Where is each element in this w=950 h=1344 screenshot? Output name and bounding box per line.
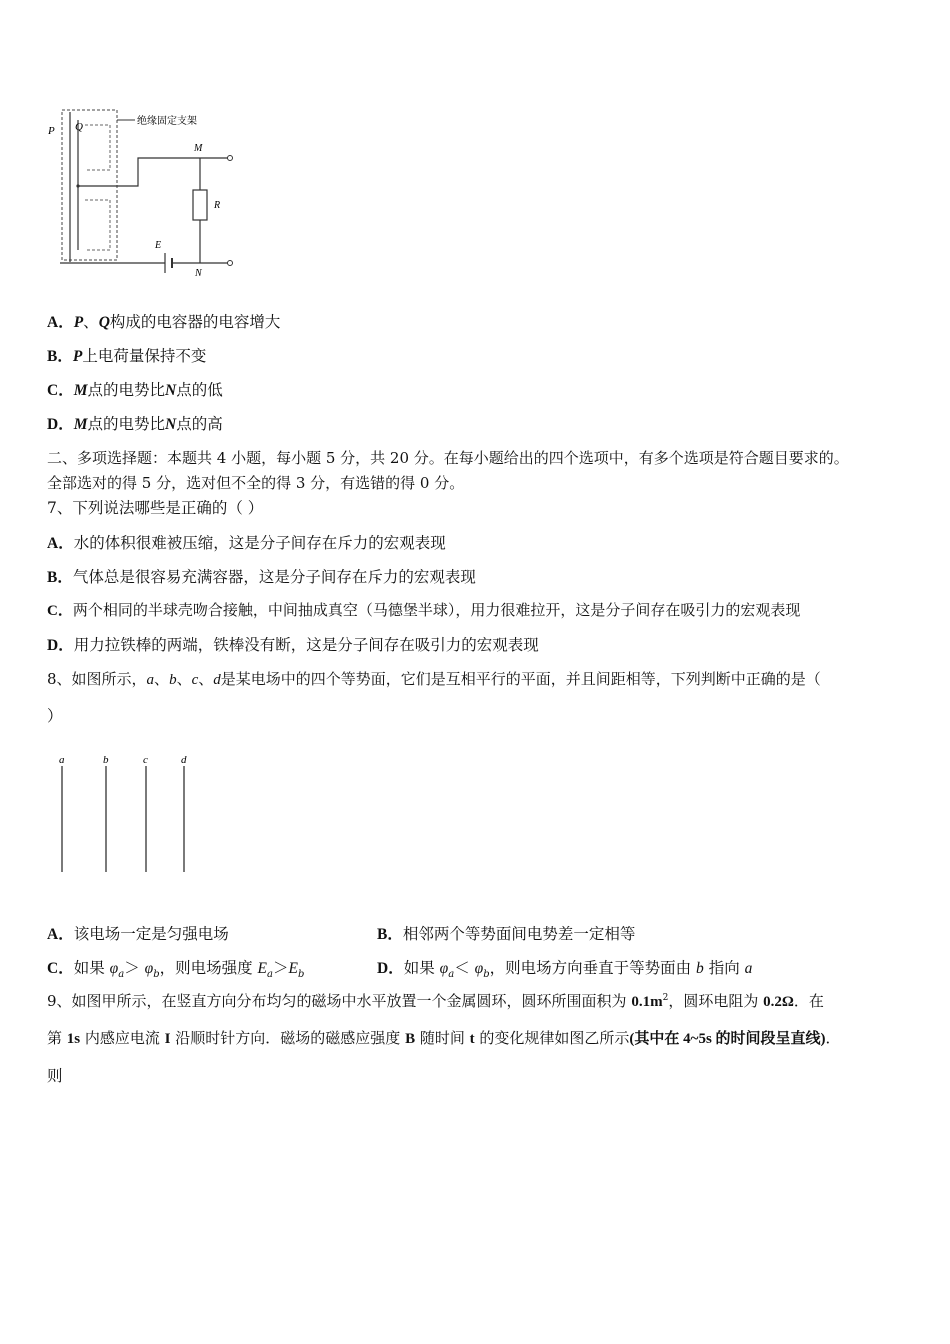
inner-dashed-frame xyxy=(85,125,110,250)
label-r: R xyxy=(214,200,221,211)
label-p: P xyxy=(48,125,55,137)
q9-line2: 第 1s 内感应电流 I 沿顺时针方向．磁场的磁感应强度 B 随时间 t 的变化规律如图乙所示(其中在 4~5s 的时间段呈直线)． xyxy=(47,1029,841,1047)
wire-top xyxy=(78,158,230,186)
q8-stem: 8、如图所示，a、b、c、d是某电场中的四个等势面，它们是互相平行的平面，并且间距相等，下列判断中正确的是（ xyxy=(47,670,821,688)
label-q: Q xyxy=(75,121,83,133)
circuit-figure xyxy=(40,100,260,280)
q7-option-c: C．两个相同的半球壳吻合接触，中间抽成真空（马德堡半球），用力很难拉开，这是分子间存在吸引力的宏观表现 xyxy=(47,601,801,619)
plane-label-a: a xyxy=(59,754,65,766)
terminal-m xyxy=(228,156,233,161)
label-n: N xyxy=(195,268,202,279)
q7-option-d: D．用力拉铁棒的两端，铁棒没有断，这是分子间存在吸引力的宏观表现 xyxy=(47,636,539,654)
plane-label-d: d xyxy=(181,754,187,766)
q7-option-a: A．水的体积很难被压缩，这是分子间存在斥力的宏观表现 xyxy=(47,534,446,552)
plane-label-b: b xyxy=(103,754,109,766)
junction-dot xyxy=(76,184,79,187)
q8-option-a: A．该电场一定是匀强电场 xyxy=(47,925,229,943)
q7-option-b: B．气体总是很容易充满容器，这是分子间存在斥力的宏观表现 xyxy=(47,568,476,586)
label-support: 绝缘固定支架 xyxy=(137,116,197,127)
q8-stem-close: ） xyxy=(47,707,63,725)
q9-line3: 则 xyxy=(47,1067,63,1085)
label-e: E xyxy=(155,240,162,251)
q8-option-b: B．相邻两个等势面间电势差一定相等 xyxy=(377,925,636,943)
q8-option-c: C．如果 $\varphi_a> \varphi_b$，则电场强度 $E_a>E_b$ xyxy=(47,959,305,981)
resistor-r xyxy=(193,190,207,220)
label-m: M xyxy=(194,143,203,154)
section2-line2: 全部选对的得 5 分，选对但不全的得 3 分，有选错的得 0 分。 xyxy=(47,474,465,492)
equipotential-figure xyxy=(50,750,210,880)
section2-line1: 二、多项选择题：本题共 4 小题，每小题 5 分，共 20 分。在每小题给出的四个选项中，有多个选项是符合题目要求的。 xyxy=(47,449,849,467)
plane-label-c: c xyxy=(143,754,148,766)
q6-option-a: A．P、Q构成的电容器的电容增大 xyxy=(47,313,281,331)
q6-option-d: D．M点的电势比N点的高 xyxy=(47,415,223,433)
q9-line1: 9、如图甲所示，在竖直方向分布均匀的磁场中水平放置一个金属圆环，圆环所围面积为 $0.1m^2$，圆环电阻为 0.2Ω．在 xyxy=(47,992,824,1010)
q8-option-d: D．如果 $\varphi_a< \varphi_b$，则电场方向垂直于等势面由 b 指向 a xyxy=(377,959,753,981)
q6-option-c: C．M点的电势比N点的低 xyxy=(47,381,223,399)
q6-option-b: B．P上电荷量保持不变 xyxy=(47,347,207,365)
terminal-n xyxy=(228,261,233,266)
q7-stem: 7、下列说法哪些是正确的（ ） xyxy=(47,499,264,517)
